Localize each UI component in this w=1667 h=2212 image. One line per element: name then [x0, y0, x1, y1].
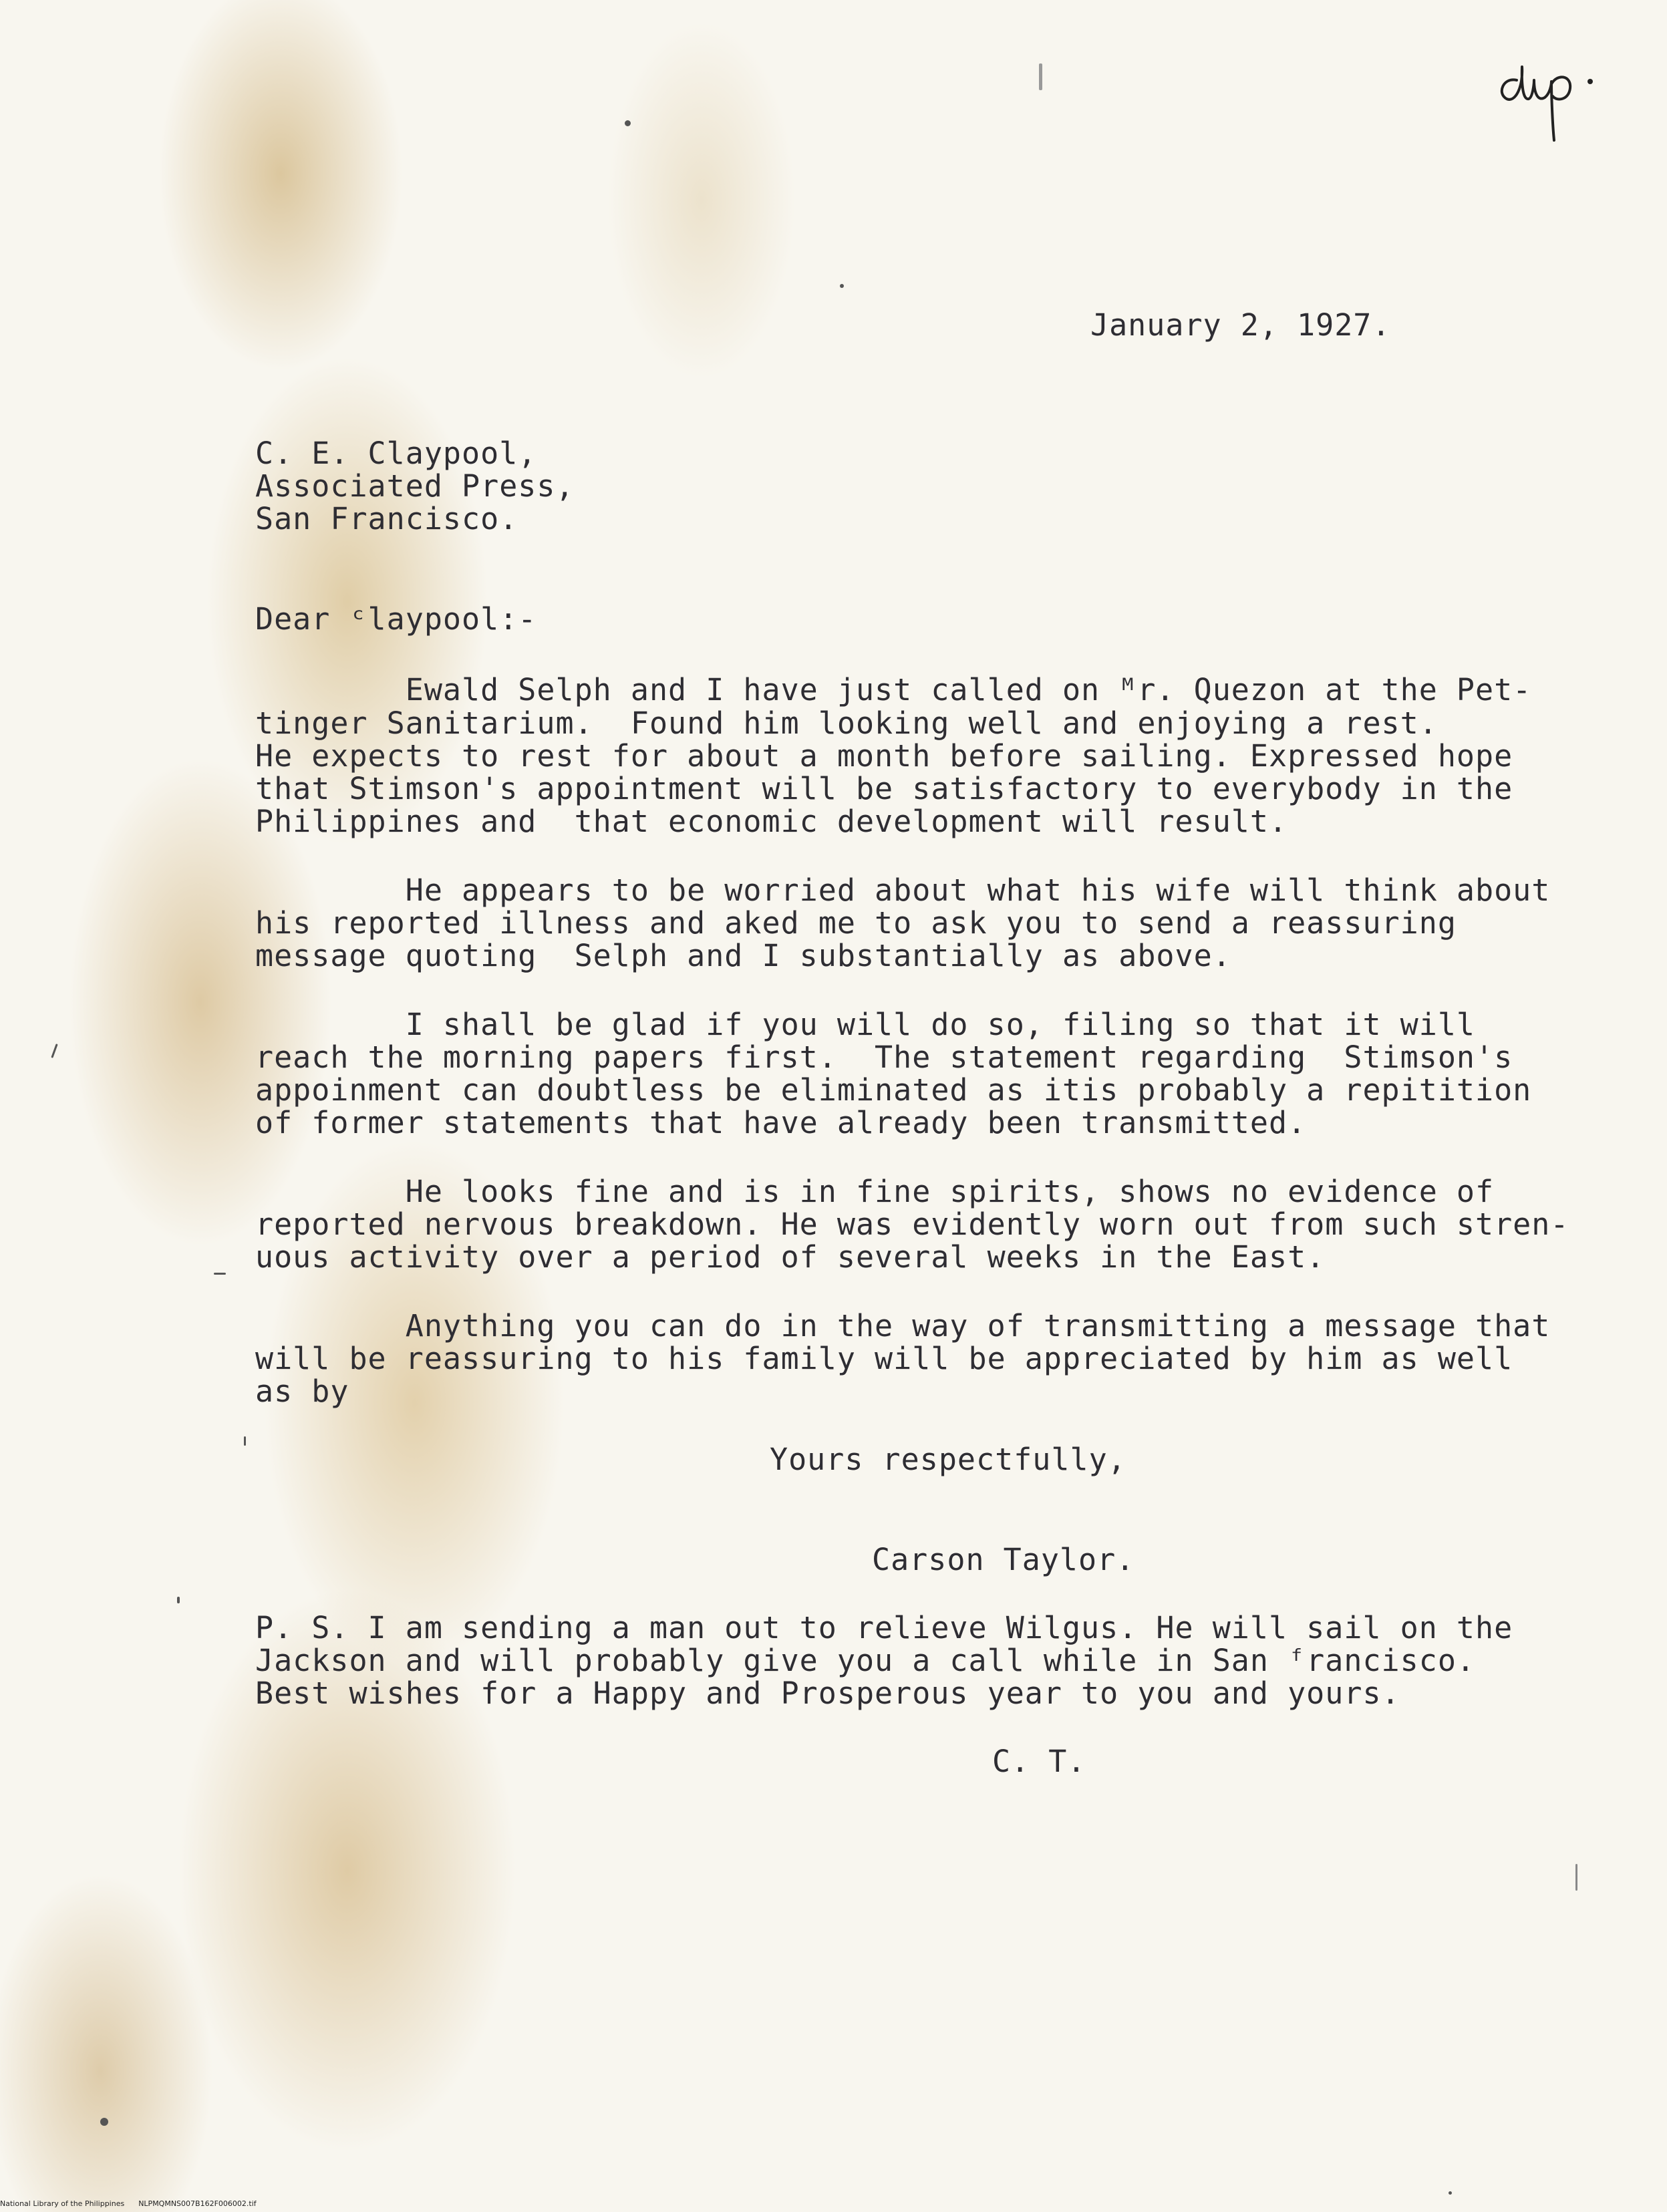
paragraph-line: Anything you can do in the way of transmitting a message that [255, 1308, 1551, 1344]
paragraph-line: of former statements that have already been transmitted. [255, 1105, 1307, 1140]
paragraph-line: I shall be glad if you will do so, filing so that it will [255, 1007, 1475, 1042]
paragraph-line: reach the morning papers first. The statement regarding Stimson's [255, 1040, 1513, 1075]
handwritten-annotation [1490, 40, 1624, 147]
paragraph-line: reported nervous breakdown. He was evidently worn out from such stren- [255, 1207, 1569, 1242]
paragraph-line: Philippines and that economic development will result. [255, 804, 1288, 839]
paragraph-line: tinger Sanitarium. Found him looking well and enjoying a rest. [255, 705, 1438, 741]
signature: Carson Taylor. [872, 1542, 1135, 1577]
scan-footer [0, 2199, 257, 2208]
paragraph-line: message quoting Selph and I substantially as above. [255, 938, 1231, 973]
paragraph-line: his reported illness and aked me to ask you to send a reassuring [255, 905, 1457, 941]
postscript-line: Best wishes for a Happy and Prosperous year to you and yours. [255, 1676, 1400, 1711]
footer-file-id: NLPMQMNS007B162F006002.tif [138, 2199, 257, 2208]
paragraph-line: as by [255, 1374, 349, 1409]
paper-speck [1449, 2191, 1452, 2195]
paragraph-line: He expects to rest for about a month before sailing. Expressed hope [255, 738, 1513, 774]
paper-mark [51, 1044, 57, 1058]
paper-speck [625, 120, 631, 126]
closing: Yours respectfully, [770, 1442, 1126, 1477]
paper-mark [177, 1597, 180, 1603]
postscript-line: P. S. I am sending a man out to relieve Wilgus. He will sail on the [255, 1610, 1513, 1645]
paragraph-line: uous activity over a period of several weeks in the East. [255, 1239, 1326, 1275]
postscript-line: Jackson and will probably give you a call while in San ᶠrancisco. [255, 1643, 1475, 1678]
recipient-name: C. E. Claypool, [255, 436, 537, 471]
paragraph-line: that Stimson's appointment will be satisfactory to everybody in the [255, 771, 1513, 806]
letter-date: January 2, 1927. [1090, 307, 1391, 343]
paragraph-line: will be reassuring to his family will be appreciated by him as well [255, 1341, 1513, 1376]
paper-speck [840, 284, 844, 288]
paper-mark [1575, 1864, 1577, 1891]
footer-institution: National Library of the Philippines [0, 2199, 125, 2208]
paper-mark [1039, 63, 1042, 90]
paragraph-line: appoinment can doubtless be eliminated as itis probably a repitition [255, 1072, 1532, 1108]
initials: C. T. [992, 1744, 1086, 1779]
paper-speck [100, 2118, 108, 2126]
paragraph-line: Ewald Selph and I have just called on ᴹr. Quezon at the Pet- [255, 672, 1532, 707]
salutation: Dear ᶜlaypool:- [255, 601, 537, 637]
paragraph-line: He looks fine and is in fine spirits, shows no evidence of [255, 1174, 1495, 1209]
recipient-organization: Associated Press, [255, 468, 575, 504]
paper-mark [244, 1436, 246, 1446]
recipient-city: San Francisco. [255, 501, 518, 536]
paragraph-line: He appears to be worried about what his wife will think about [255, 873, 1551, 908]
paper-mark [214, 1273, 226, 1275]
